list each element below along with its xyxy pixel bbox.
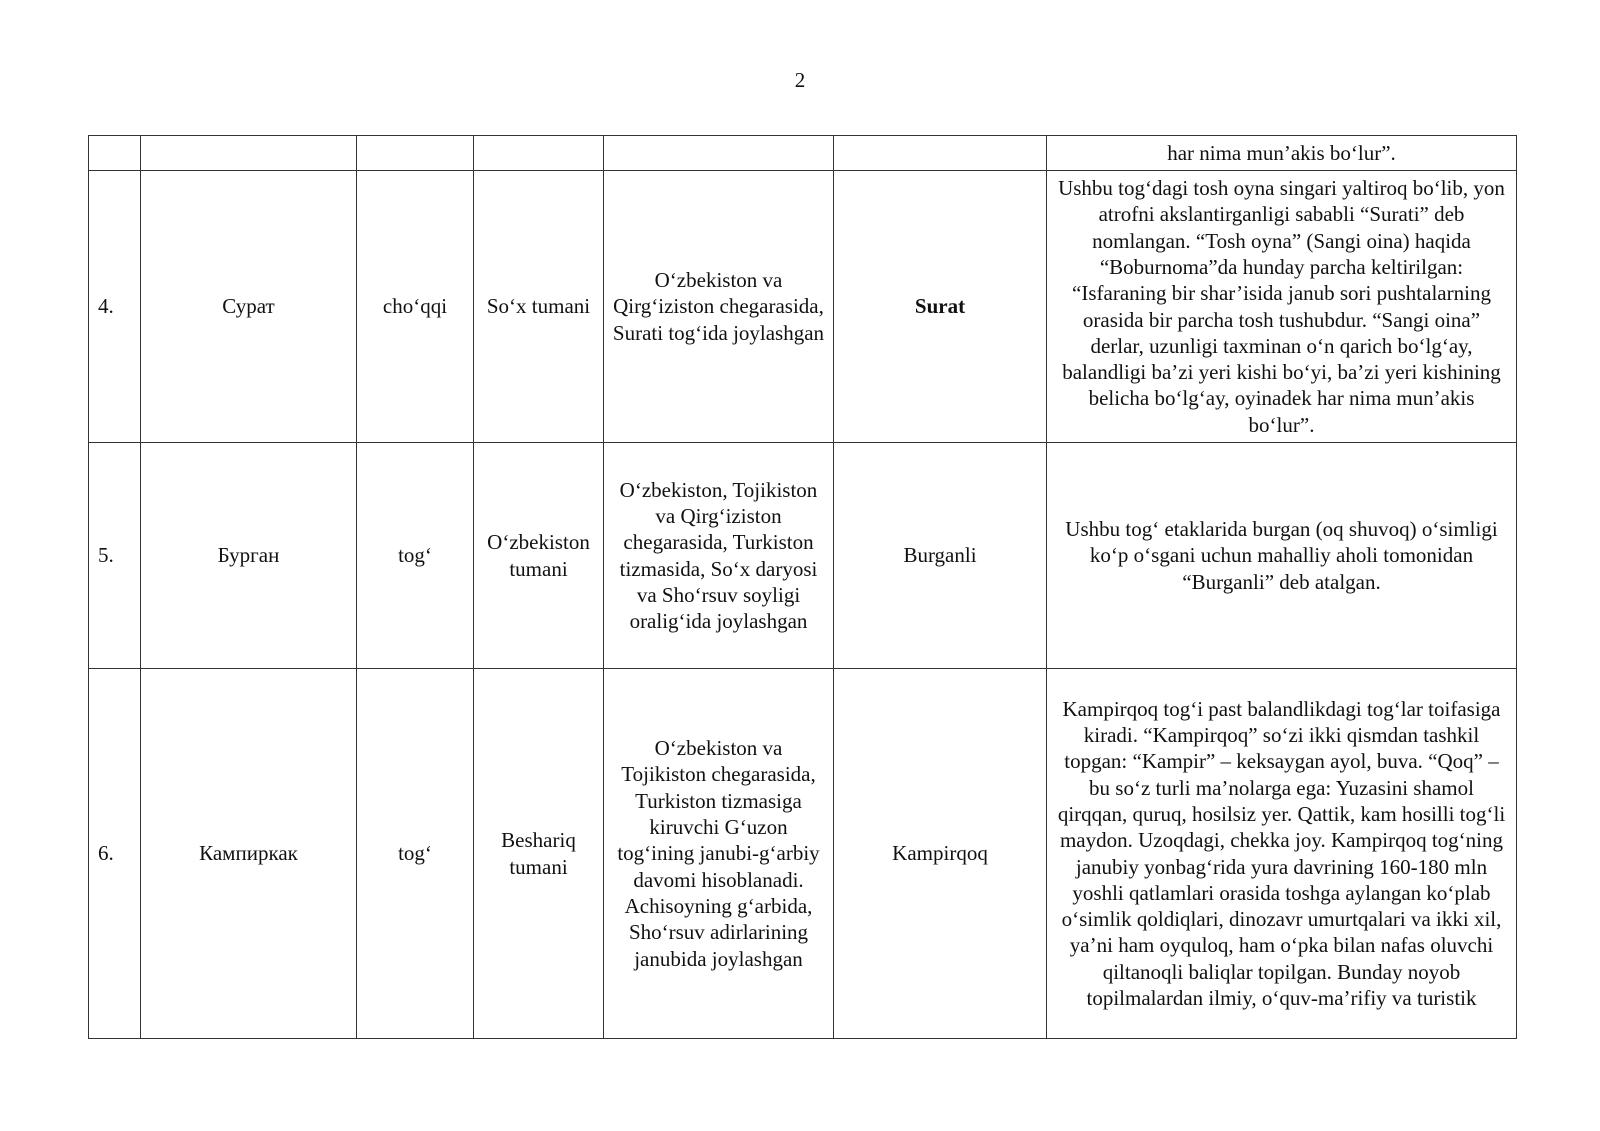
name-latin: Surat [834,171,1047,443]
name-cyrillic: Сурат [141,171,357,443]
row-number: 4. [89,171,141,443]
description: Kampirqoq tog‘i past balandlikdagi tog‘lar toifasiga kiradi. “Kampirqoq” so‘zi ikki qismdan tashkil topgan: “Kampir” – keksaygan ayol, buva. “Qoq” – bu so‘z turli ma’nolarga ega: Yuzasini shamol qirqqan, quruq, hosilsiz yer. Qattik, kam hosilli tog‘li maydon. Uzoqdagi, chekka joy. Kampirqoq tog‘ning janubiy yonbag‘rida yura davrining 160-180 mln yoshli qatlamlari orasida toshga aylangan ko‘plab o‘simlik qoldiqlari, dinozavr umurtqalari va ikki xil, ya’ni ham oyquloq, ham o‘pka bilan nafas oluvchi qiltanoqli baliqlar topilgan. Bunday noyob topilmalardan ilmiy, o‘quv-ma’rifiy va turistik [1047,669,1517,1039]
name-latin: Kampirqoq [834,669,1047,1039]
district: So‘x tumani [474,171,604,443]
description: har nima mun’akis bo‘lur”. [1047,136,1517,171]
name-cyrillic: Кампиркак [141,669,357,1039]
object-type: tog‘ [357,669,474,1039]
name-cyrillic [141,136,357,171]
object-type: cho‘qqi [357,171,474,443]
table-row [89,443,1517,669]
location [604,136,834,171]
object-type [357,136,474,171]
location: O‘zbekiston va Tojikiston chegarasida, Turkiston tizmasiga kiruvchi G‘uzon tog‘ining janubi-g‘arbiy davomi hisoblanadi. Achisoyning g‘arbida, Sho‘rsuv adirlarining janubida joylashgan [604,669,834,1039]
name-latin: Burganli [834,443,1047,669]
district: Beshariq tumani [474,669,604,1039]
name-latin [834,136,1047,171]
page-number: 2 [794,68,806,92]
district [474,136,604,171]
row-number: 6. [89,669,141,1039]
row-number [89,136,141,171]
district: O‘zbekiston tumani [474,443,604,669]
location: O‘zbekiston va Qirg‘iziston chegarasida, Surati tog‘ida joylashgan [604,171,834,443]
description: Ushbu tog‘ etaklarida burgan (oq shuvoq) o‘simligi ko‘p o‘sgani uchun mahalliy aholi tomonidan “Burganli” deb atalgan. [1047,443,1517,669]
table-row [89,171,1517,443]
row-number: 5. [89,443,141,669]
location: O‘zbekiston, Tojikiston va Qirg‘iziston chegarasida, Turkiston tizmasida, So‘x daryosi va Sho‘rsuv soyligi oralig‘ida joylashgan [604,443,834,669]
toponym-table [88,135,1517,1039]
name-cyrillic: Бурган [141,443,357,669]
description: Ushbu tog‘dagi tosh oyna singari yaltiroq bo‘lib, yon atrofni akslantirganligi sababli “Surati” deb nomlangan. “Tosh oyna” (Sangi oina) haqida “Boburnoma”da hunday parcha keltirilgan: “Isfaraning bir shar’isida janub sori pushtalarning orasida bir parcha tosh tushubdur. “Sangi oina” derlar, uzunligi taxminan o‘n qarich bo‘lg‘ay, balandligi ba’zi yeri kishi bo‘yi, ba’zi yeri kishining belicha bo‘lg‘ay, oyinadek har nima mun’akis bo‘lur”. [1047,171,1517,443]
table-row [89,669,1517,1039]
table-row [89,136,1517,171]
object-type: tog‘ [357,443,474,669]
